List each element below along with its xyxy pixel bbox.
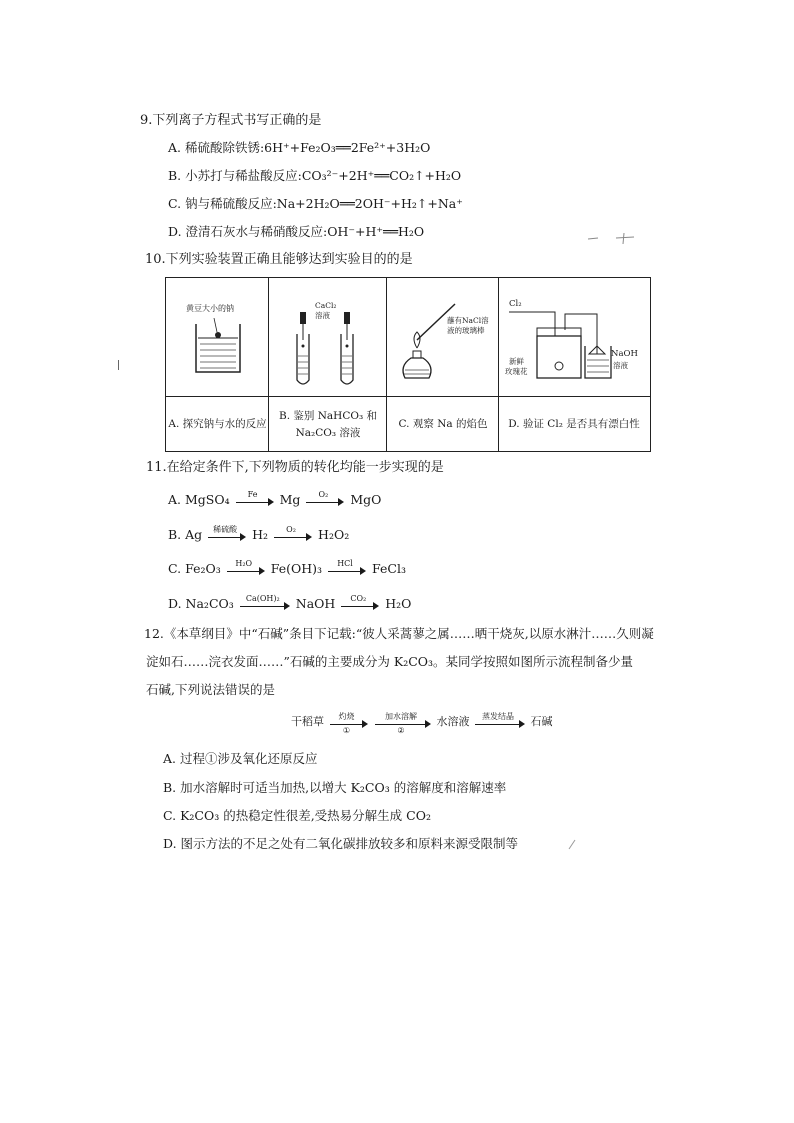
flow-condition: 蒸发结晶 <box>482 712 514 721</box>
q11-option-a <box>168 492 381 508</box>
q12-stem-line2: 淀如石……浣衣发面……”石碱的主要成分为 K₂CO₃。某同学按照如图所示流程制备少量 <box>146 654 634 669</box>
step-number: ② <box>397 726 405 735</box>
reaction-arrow <box>306 492 344 508</box>
option-letter: C. <box>168 561 182 576</box>
glass-rod-label-2: 液的玻璃棒 <box>447 326 485 335</box>
rose-label: 玫瑰花 <box>505 367 528 376</box>
caption-b-line2: Na₂CO₃ 溶液 <box>295 427 361 439</box>
q11-option-c <box>168 561 406 577</box>
substance: Fe(OH)₃ <box>270 561 323 576</box>
substance: Na₂CO₃ <box>185 596 234 611</box>
q9-option-b: B. 小苏打与稀盐酸反应:CO₃²⁻+2H⁺══CO₂↑+H₂O <box>168 168 462 183</box>
cell-d <box>499 278 649 451</box>
flow-step: 石碱 <box>530 715 553 728</box>
substance: H₂ <box>252 527 269 542</box>
flow-arrow <box>375 712 431 735</box>
arrow-condition: 稀硫酸 <box>213 525 238 534</box>
substance: Ag <box>185 527 203 542</box>
arrow-condition: HCl <box>337 559 353 568</box>
option-letter: D. <box>168 596 182 611</box>
arrow-condition: Ca(OH)₂ <box>245 594 280 603</box>
solution-label: 溶液 <box>315 311 330 320</box>
substance: H₂O₂ <box>318 527 350 542</box>
q12-option-a: A. 过程①涉及氧化还原反应 <box>163 751 318 766</box>
substance: Fe₂O₃ <box>185 561 221 576</box>
substance: Mg <box>279 492 301 507</box>
q12-option-d: D. 图示方法的不足之处有二氧化碳排放较多和原料来源受限制等 <box>163 836 519 851</box>
arrow-condition: O₂ <box>318 490 329 499</box>
cell-c <box>387 278 499 451</box>
substance: FeCl₃ <box>372 561 406 576</box>
flow-arrow <box>475 714 525 730</box>
beaker-icon <box>190 318 250 378</box>
sodium-label: 黄豆大小的钠 <box>186 304 234 313</box>
scan-mark <box>588 232 638 246</box>
q11-option-d <box>168 596 411 612</box>
flow-step: 水溶液 <box>436 715 470 728</box>
q12-stem-line1: 12.《本草纲目》中“石碱”条目下记载:“彼人采蒿蓼之属……晒干烧灰,以原水淋汁……久则凝 <box>144 626 654 641</box>
alcohol-lamp-icon <box>397 296 467 391</box>
reaction-arrow <box>341 596 379 612</box>
option-letter: A. <box>168 492 182 507</box>
glass-rod-label-1: 蘸有NaCl溶 <box>447 316 489 325</box>
q9-option-c: C. 钠与稀硫酸反应:Na+2H₂O══2OH⁻+H₂↑+Na⁺ <box>168 196 463 211</box>
reaction-arrow <box>208 527 246 543</box>
substance: MgSO₄ <box>185 492 230 507</box>
arrow-condition: Fe <box>247 490 258 499</box>
chlorine-label: Cl₂ <box>509 299 522 309</box>
flow-arrow <box>330 712 368 735</box>
q10-apparatus-table <box>165 277 651 452</box>
substance: NaOH <box>295 596 336 611</box>
naoh-label: NaOH <box>611 349 638 359</box>
caption-a: A. 探究钠与水的反应 <box>168 418 267 430</box>
reaction-arrow <box>236 492 274 508</box>
fresh-label: 新鲜 <box>509 357 524 366</box>
q12-option-b: B. 加水溶解时可适当加热,以增大 K₂CO₃ 的溶解度和溶解速率 <box>163 780 507 795</box>
gas-bottle-apparatus-icon <box>507 306 642 386</box>
reaction-arrow <box>274 527 312 543</box>
q11-stem: 11.在给定条件下,下列物质的转化均能一步实现的是 <box>146 460 444 475</box>
step-number: ① <box>342 726 351 735</box>
q9-option-a: A. 稀硫酸除铁锈:6H⁺+Fe₂O₃══2Fe²⁺+3H₂O <box>168 140 431 155</box>
q11-option-b <box>168 527 349 543</box>
naoh-solution-label: 溶液 <box>613 361 628 370</box>
option-letter: B. <box>168 527 182 542</box>
flow-condition: 加水溶解 <box>385 712 417 721</box>
q12-flow-diagram <box>291 712 553 735</box>
substance: H₂O <box>385 596 412 611</box>
reaction-arrow <box>328 561 366 577</box>
arrow-condition: CO₂ <box>350 594 367 603</box>
flow-step: 干稻草 <box>291 715 324 728</box>
q10-stem: 10.下列实验装置正确且能够达到实验目的的是 <box>145 252 413 267</box>
q9-option-d: D. 澄清石灰水与稀硝酸反应:OH⁻+H⁺══H₂O <box>168 224 425 239</box>
substance: MgO <box>350 492 382 507</box>
scan-mark <box>568 838 578 850</box>
caption-d: D. 验证 Cl₂ 是否具有漂白性 <box>508 418 640 430</box>
cell-a <box>166 278 269 451</box>
arrow-condition: O₂ <box>286 525 296 534</box>
cell-b <box>269 278 387 451</box>
reaction-arrow <box>227 561 265 577</box>
reaction-arrow <box>240 596 290 612</box>
flow-condition: 灼烧 <box>338 712 355 721</box>
scan-mark <box>118 360 119 370</box>
cacl2-label: CaCl₂ <box>315 301 337 310</box>
q9-stem: 9.下列离子方程式书写正确的是 <box>140 113 322 128</box>
caption-c: C. 观察 Na 的焰色 <box>398 418 488 430</box>
caption-b-line1: B. 鉴别 NaHCO₃ 和 <box>278 410 378 422</box>
q12-stem-line3: 石碱,下列说法错误的是 <box>146 682 275 697</box>
arrow-condition: H₂O <box>235 559 253 568</box>
test-tubes-icon <box>293 296 363 391</box>
q12-option-c: C. K₂CO₃ 的热稳定性很差,受热易分解生成 CO₂ <box>163 808 431 823</box>
